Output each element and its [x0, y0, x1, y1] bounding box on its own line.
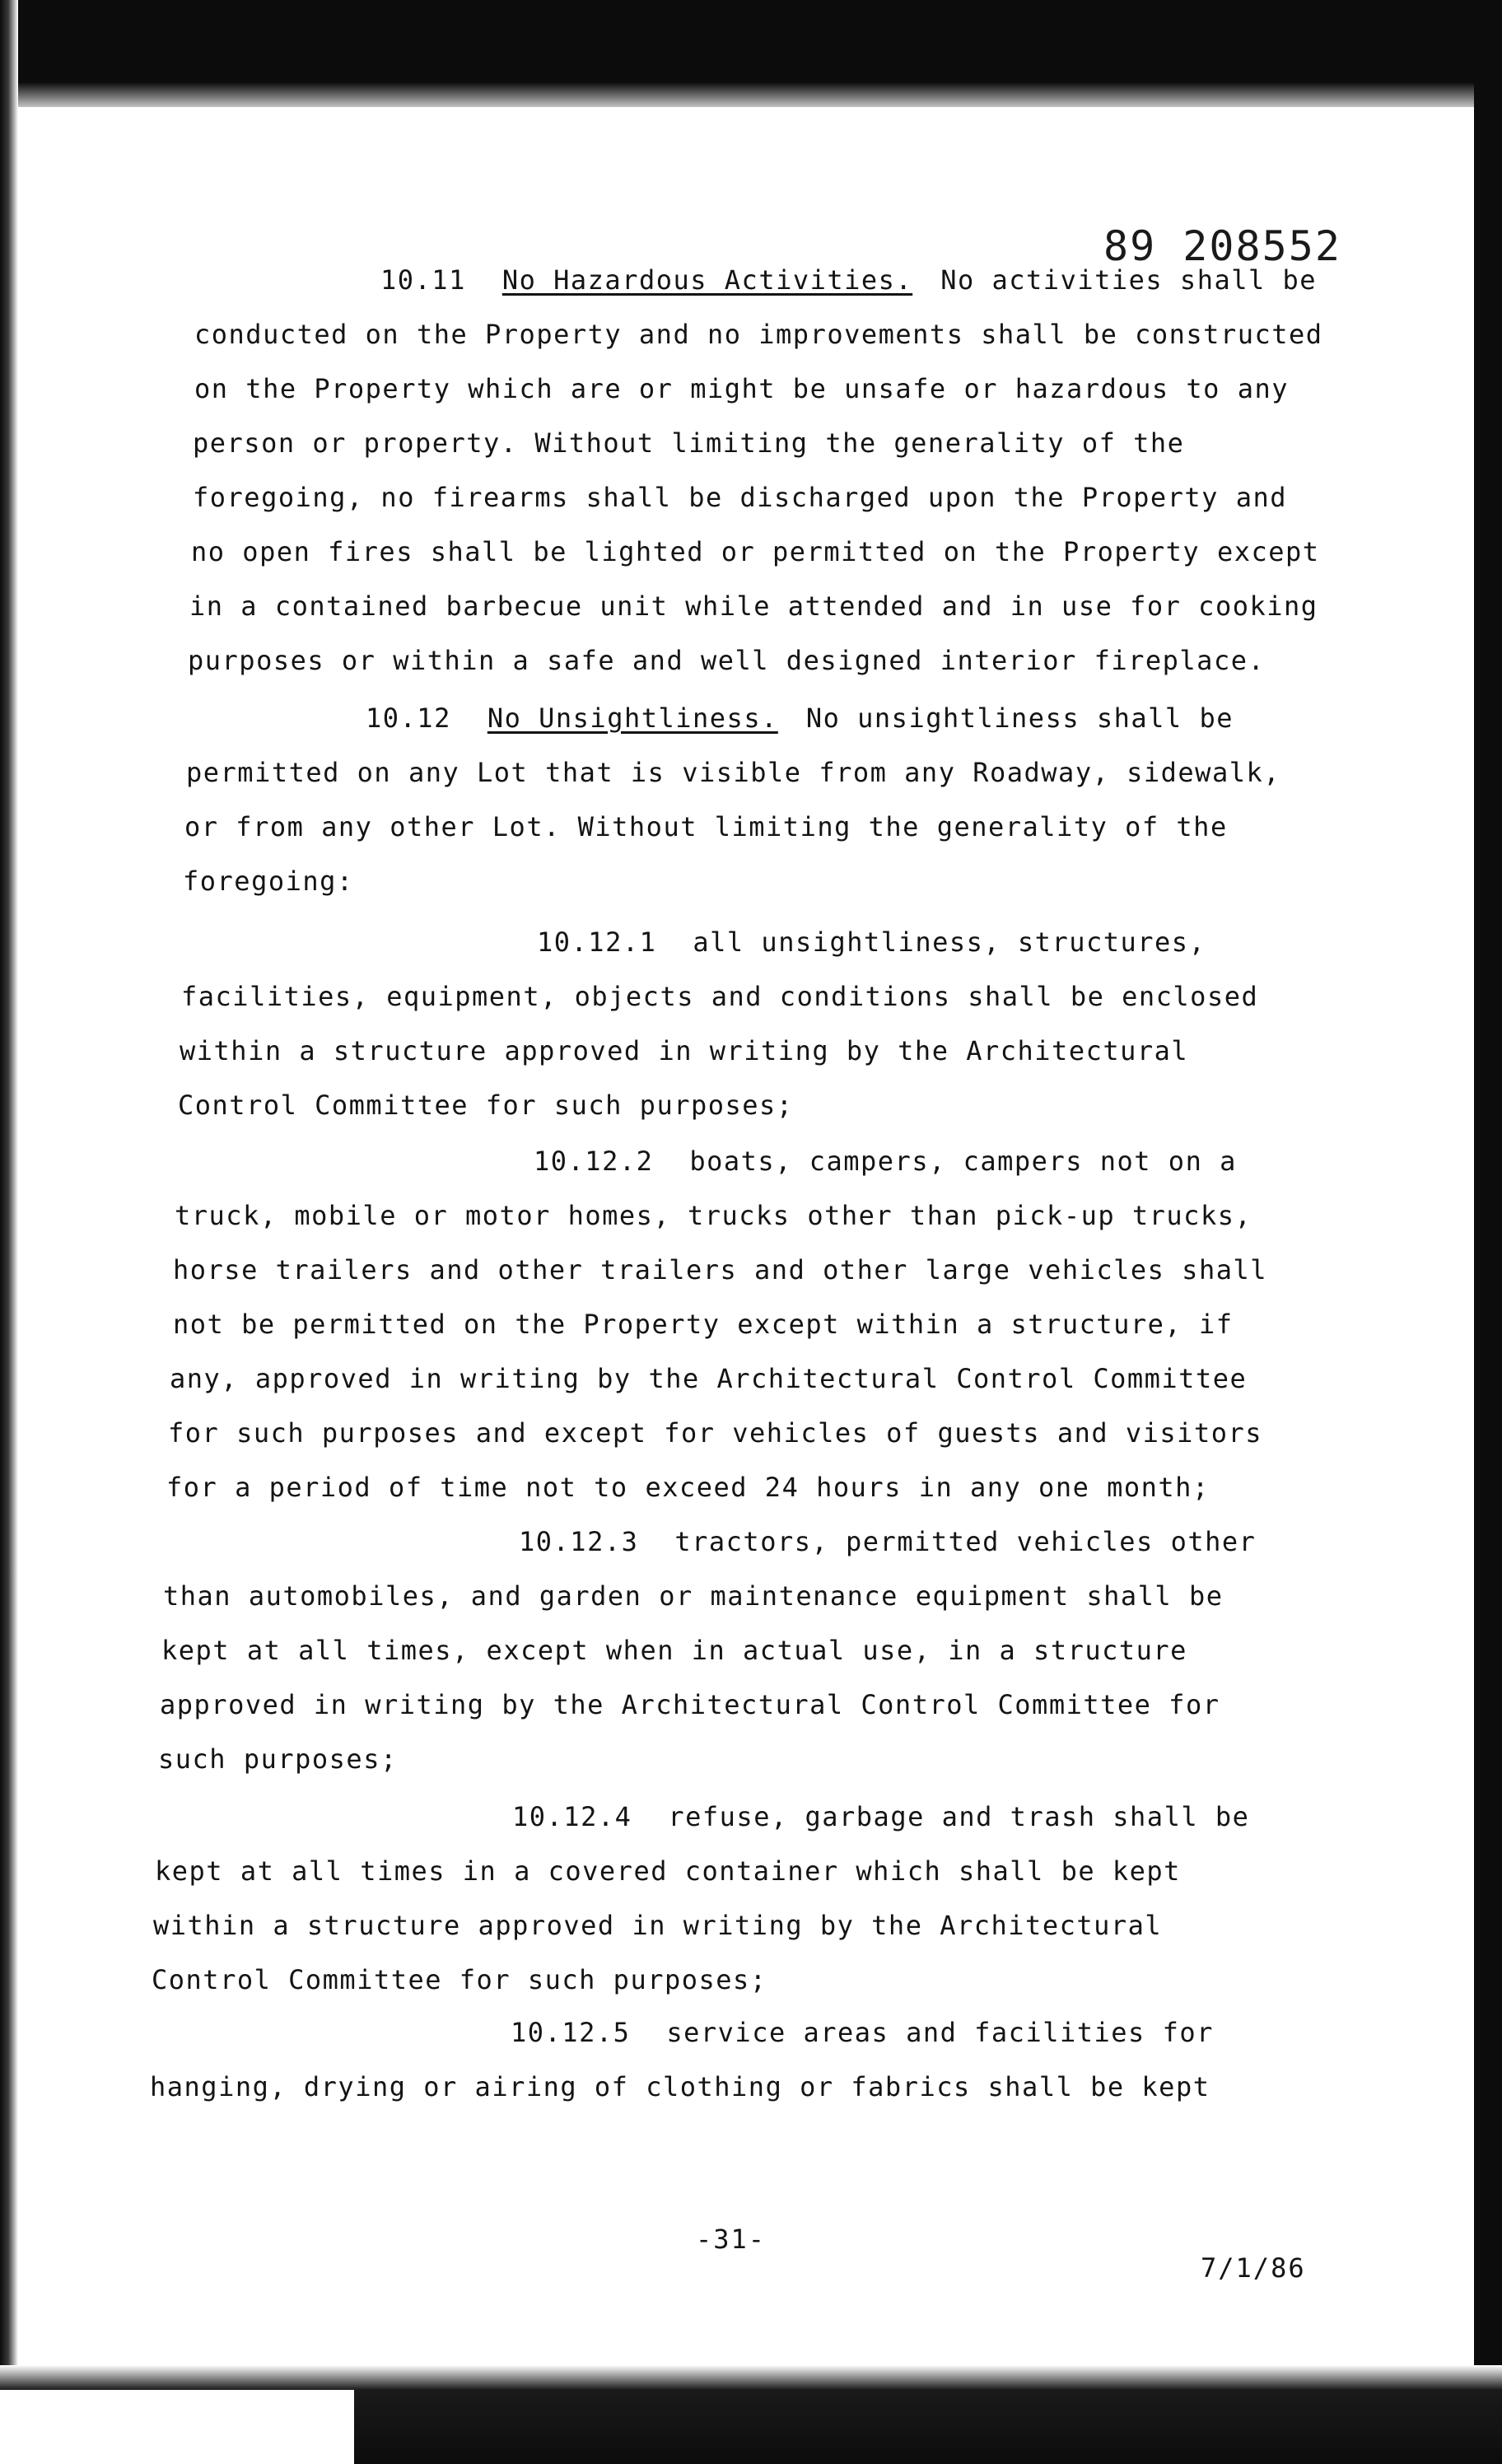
subsection-text: boats, campers, campers not on a [689, 1146, 1237, 1177]
section-text: No activities shall be [940, 264, 1318, 296]
body-line: truck, mobile or motor homes, trucks other than pick-up trucks, [175, 1200, 1252, 1231]
body-line: any, approved in writing by the Architectural Control Committee [170, 1363, 1248, 1394]
body-line: horse trailers and other trailers and other large vehicles shall [173, 1254, 1267, 1286]
scan-border-bottom-light [0, 2390, 354, 2464]
body-line: kept at all times, except when in actual use, in a structure [161, 1635, 1187, 1666]
body-line: within a structure approved in writing by the Architectural [153, 1910, 1163, 1941]
scan-border-right [1474, 0, 1502, 2464]
body-line: in a contained barbecue unit while attended and in use for cooking [189, 590, 1318, 622]
body-line: approved in writing by the Architectural Control Committee for [160, 1689, 1220, 1720]
body-line: Control Committee for such purposes; [178, 1090, 794, 1121]
document-number: 89 208552 [1103, 222, 1341, 270]
subsection-number: 10.12.4 [512, 1801, 632, 1832]
body-line: conducted on the Property and no improvements shall be constructed [194, 319, 1323, 350]
page-date: 7/1/86 [1201, 2252, 1306, 2284]
body-line: person or property. Without limiting the generality of the [193, 427, 1185, 459]
body-line: on the Property which are or might be unsafe or hazardous to any [194, 373, 1289, 404]
body-line: facilities, equipment, objects and conditions shall be enclosed [181, 981, 1259, 1012]
body-line: permitted on any Lot that is visible from any Roadway, sidewalk, [186, 757, 1280, 788]
subsection-text: refuse, garbage and trash shall be [668, 1801, 1250, 1832]
subsection-10-12-1-first-line [537, 926, 1206, 959]
body-line: such purposes; [158, 1743, 398, 1775]
subsection-number: 10.12.1 [537, 926, 657, 958]
subsection-10-12-4-first-line [512, 1800, 1249, 1833]
section-heading: No Unsightliness. [487, 702, 778, 734]
subsection-10-12-3-first-line [519, 1525, 1256, 1558]
section-10-12-first-line [366, 702, 1234, 735]
body-line: foregoing: [183, 866, 354, 897]
body-line: than automobiles, and garden or maintenance equipment shall be [163, 1580, 1224, 1612]
subsection-number: 10.12.2 [534, 1146, 654, 1177]
subsection-10-12-5-first-line [511, 2016, 1214, 2049]
section-number: 10.11 [380, 264, 466, 296]
body-line: kept at all times in a covered container which shall be kept [155, 1855, 1181, 1887]
subsection-text: tractors, permitted vehicles other [674, 1526, 1257, 1557]
subsection-number: 10.12.3 [519, 1526, 639, 1557]
scan-border-left [0, 0, 18, 2464]
body-line: hanging, drying or airing of clothing or fabrics shall be kept [150, 2071, 1210, 2102]
body-line: or from any other Lot. Without limiting the generality of the [184, 811, 1228, 842]
section-heading: No Hazardous Activities. [501, 264, 913, 296]
body-line: for such purposes and except for vehicles of guests and visitors [168, 1417, 1262, 1449]
subsection-number: 10.12.5 [511, 2017, 631, 2048]
body-line: foregoing, no firearms shall be discharged upon the Property and [193, 482, 1287, 513]
section-text: No unsightliness shall be [805, 702, 1234, 734]
body-line: purposes or within a safe and well designed interior fireplace. [188, 645, 1266, 676]
body-line: not be permitted on the Property except within a structure, if [173, 1309, 1234, 1340]
page-number: -31- [696, 2224, 767, 2255]
section-number: 10.12 [366, 702, 451, 734]
body-line: no open fires shall be lighted or permitted on the Property except [191, 536, 1320, 567]
subsection-text: all unsightliness, structures, [693, 926, 1206, 958]
body-line: for a period of time not to exceed 24 hours in any one month; [166, 1472, 1210, 1503]
subsection-text: service areas and facilities for [666, 2017, 1214, 2048]
subsection-10-12-2-first-line [534, 1145, 1237, 1178]
section-10-11-first-line [380, 264, 1317, 296]
body-line: within a structure approved in writing by the Architectural [180, 1035, 1189, 1066]
body-line: Control Committee for such purposes; [152, 1964, 767, 1995]
